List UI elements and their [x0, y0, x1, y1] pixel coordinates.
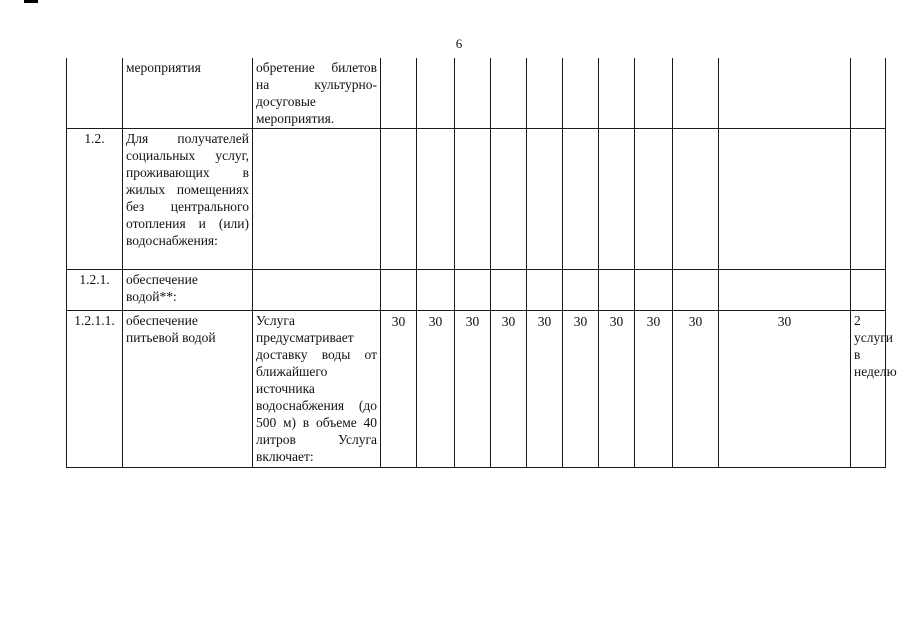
service-name: Для получателей социальных услуг, проживающих в жилых помещениях без центрального отопления и (или) водоснабжения:: [123, 128, 253, 269]
value-cell: [673, 58, 719, 128]
value-cell: [673, 269, 719, 310]
value-cell: 30: [635, 310, 673, 467]
value-cell: [417, 269, 455, 310]
value-cell: [635, 58, 673, 128]
frequency-cell: [851, 128, 886, 269]
row-number: [67, 58, 123, 128]
value-cell: [527, 58, 563, 128]
table-row: [67, 58, 886, 128]
page-number: 6: [455, 36, 463, 51]
value-cell: [635, 128, 673, 269]
value-cell: 30: [417, 310, 455, 467]
service-description: обретение билетов на культурно-досуговые мероприятия.: [253, 58, 381, 128]
value-cell: [599, 58, 635, 128]
value-cell: [719, 269, 851, 310]
value-cell: [635, 269, 673, 310]
value-cell: 30: [527, 310, 563, 467]
value-cell: [527, 128, 563, 269]
frequency-cell: [851, 269, 886, 310]
row-number: 1.2.: [67, 128, 123, 269]
value-cell: 30: [455, 310, 491, 467]
service-name: обеспечение питьевой водой: [123, 310, 253, 467]
value-cell: 30: [381, 310, 417, 467]
value-cell: 30: [563, 310, 599, 467]
frequency-cell: 2 услуги в неделю: [851, 310, 886, 467]
table-row: [67, 269, 886, 310]
value-cell: [455, 269, 491, 310]
frequency-cell: [851, 58, 886, 128]
service-description: Услуга предусматривает доставку воды от ближайшего источника водоснабжения (до 500 м) в объеме 40 литров Услуга включает:: [253, 310, 381, 467]
table-row: [67, 128, 886, 269]
value-cell: [417, 58, 455, 128]
table-row: [67, 310, 886, 467]
value-cell: [381, 58, 417, 128]
value-cell: [527, 269, 563, 310]
value-cell: [673, 128, 719, 269]
services-table: [66, 58, 897, 468]
scan-corner-mark: [24, 0, 38, 3]
value-cell: [381, 128, 417, 269]
value-cell: [455, 58, 491, 128]
value-cell: [381, 269, 417, 310]
value-cell: [599, 269, 635, 310]
value-cell: [417, 128, 455, 269]
value-cell: [563, 58, 599, 128]
value-cell: [455, 128, 491, 269]
value-cell: [563, 128, 599, 269]
service-name: обеспечение водой**:: [123, 269, 253, 310]
row-number: 1.2.1.: [67, 269, 123, 310]
value-cell: [599, 128, 635, 269]
value-cell: [719, 128, 851, 269]
value-cell: [491, 128, 527, 269]
value-cell: [491, 58, 527, 128]
service-description: [253, 269, 381, 310]
value-cell: 30: [673, 310, 719, 467]
service-name: мероприятия: [123, 58, 253, 128]
value-cell: [491, 269, 527, 310]
value-cell: 30: [719, 310, 851, 467]
value-cell: [563, 269, 599, 310]
value-cell: [719, 58, 851, 128]
service-description: [253, 128, 381, 269]
value-cell: 30: [599, 310, 635, 467]
value-cell: 30: [491, 310, 527, 467]
row-number: 1.2.1.1.: [67, 310, 123, 467]
